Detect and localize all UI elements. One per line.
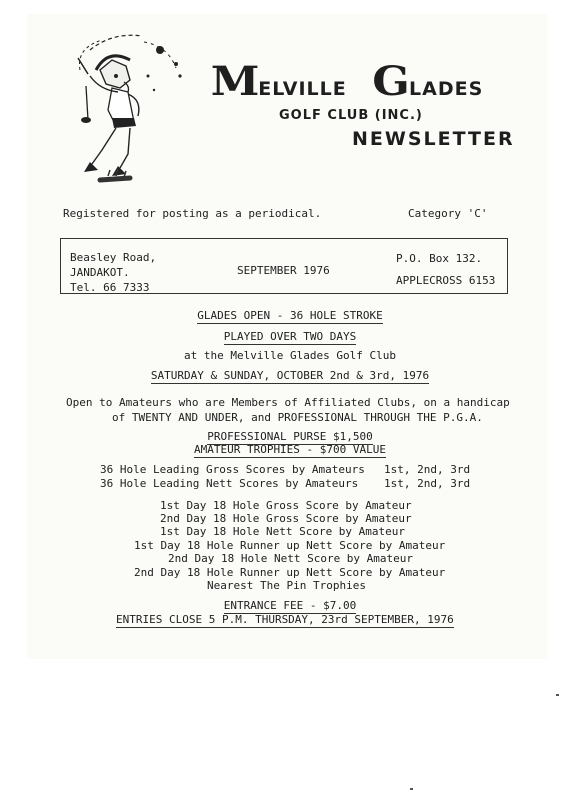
masthead-initial-g: G (372, 58, 411, 105)
issue-date: SEPTEMBER 1976 (237, 264, 330, 277)
eligibility-line-2: of TWENTY AND UNDER, and PROFESSIONAL THROUGH THE P.G.A. (112, 411, 483, 424)
masthead-initial-m: M (210, 58, 261, 105)
day-award: 1st Day 18 Hole Nett Score by Amateur (160, 525, 406, 538)
golfer-cartoon-logo (72, 30, 192, 188)
entrance-fee (40, 599, 540, 612)
scan-speck (556, 694, 559, 696)
event-title (40, 309, 540, 322)
prize-places: 1st, 2nd, 3rd (384, 477, 471, 490)
event-dates (40, 369, 540, 382)
masthead-title (210, 58, 484, 105)
day-award: 2nd Day 18 Hole Gross Score by Amateur (160, 512, 412, 525)
postal-address (396, 248, 495, 292)
address-line: Tel. 66 7333 (70, 281, 150, 294)
prize-label: 36 Hole Leading Gross Scores by Amateurs (100, 463, 365, 476)
professional-purse-text: PROFESSIONAL PURSE $1,500 (207, 430, 373, 443)
event-days (40, 330, 540, 343)
masthead-elville: ELVILLE (258, 78, 347, 100)
day-award: 2nd Day 18 Hole Nett Score by Amateur (168, 552, 414, 565)
street-address (70, 250, 156, 295)
eligibility-line-1: Open to Amateurs who are Members of Affiliated Clubs, on a handicap (66, 396, 510, 409)
amateur-trophies-text: AMATEUR TROPHIES - $700 VALUE (193, 443, 387, 456)
po-box: P.O. Box 132. (396, 252, 483, 265)
club-name: GOLF CLUB (INC.) (279, 108, 423, 123)
posting-registration: Registered for posting as a periodical. (63, 207, 322, 220)
day-award: 1st Day 18 Hole Runner up Nett Score by Amateur (134, 539, 446, 552)
postal-suburb: APPLECROSS 6153 (396, 274, 496, 287)
entrance-fee-text: ENTRANCE FEE - $7.00 (223, 599, 357, 612)
entries-close-text: ENTRIES CLOSE 5 P.M. THURSDAY, 23rd SEPTEMBER, 1976 (116, 613, 454, 626)
address-line: Beasley Road, (70, 251, 157, 264)
scan-speck (410, 788, 413, 790)
masthead-lades: LADES (409, 78, 484, 100)
day-award: 2nd Day 18 Hole Runner up Nett Score by Amateur (134, 566, 446, 579)
event-venue: at the Melville Glades Golf Club (184, 349, 396, 362)
prize-places: 1st, 2nd, 3rd (384, 463, 471, 476)
address-line: JANDAKOT. (70, 266, 130, 279)
amateur-trophies (40, 443, 540, 456)
prize-label: 36 Hole Leading Nett Scores by Amateurs (100, 477, 359, 490)
newsletter-heading: NEWSLETTER (352, 128, 515, 150)
entries-close (116, 613, 454, 626)
professional-purse (40, 430, 540, 443)
posting-category: Category 'C' (408, 207, 488, 220)
nearest-pin-trophies: Nearest The Pin Trophies (207, 579, 366, 592)
address-box (60, 238, 508, 294)
event-dates-text: SATURDAY & SUNDAY, OCTOBER 2nd & 3rd, 1976 (150, 369, 430, 382)
event-days-text: PLAYED OVER TWO DAYS (223, 330, 357, 343)
day-award: 1st Day 18 Hole Gross Score by Amateur (160, 499, 412, 512)
event-title-text: GLADES OPEN - 36 HOLE STROKE (197, 309, 383, 322)
